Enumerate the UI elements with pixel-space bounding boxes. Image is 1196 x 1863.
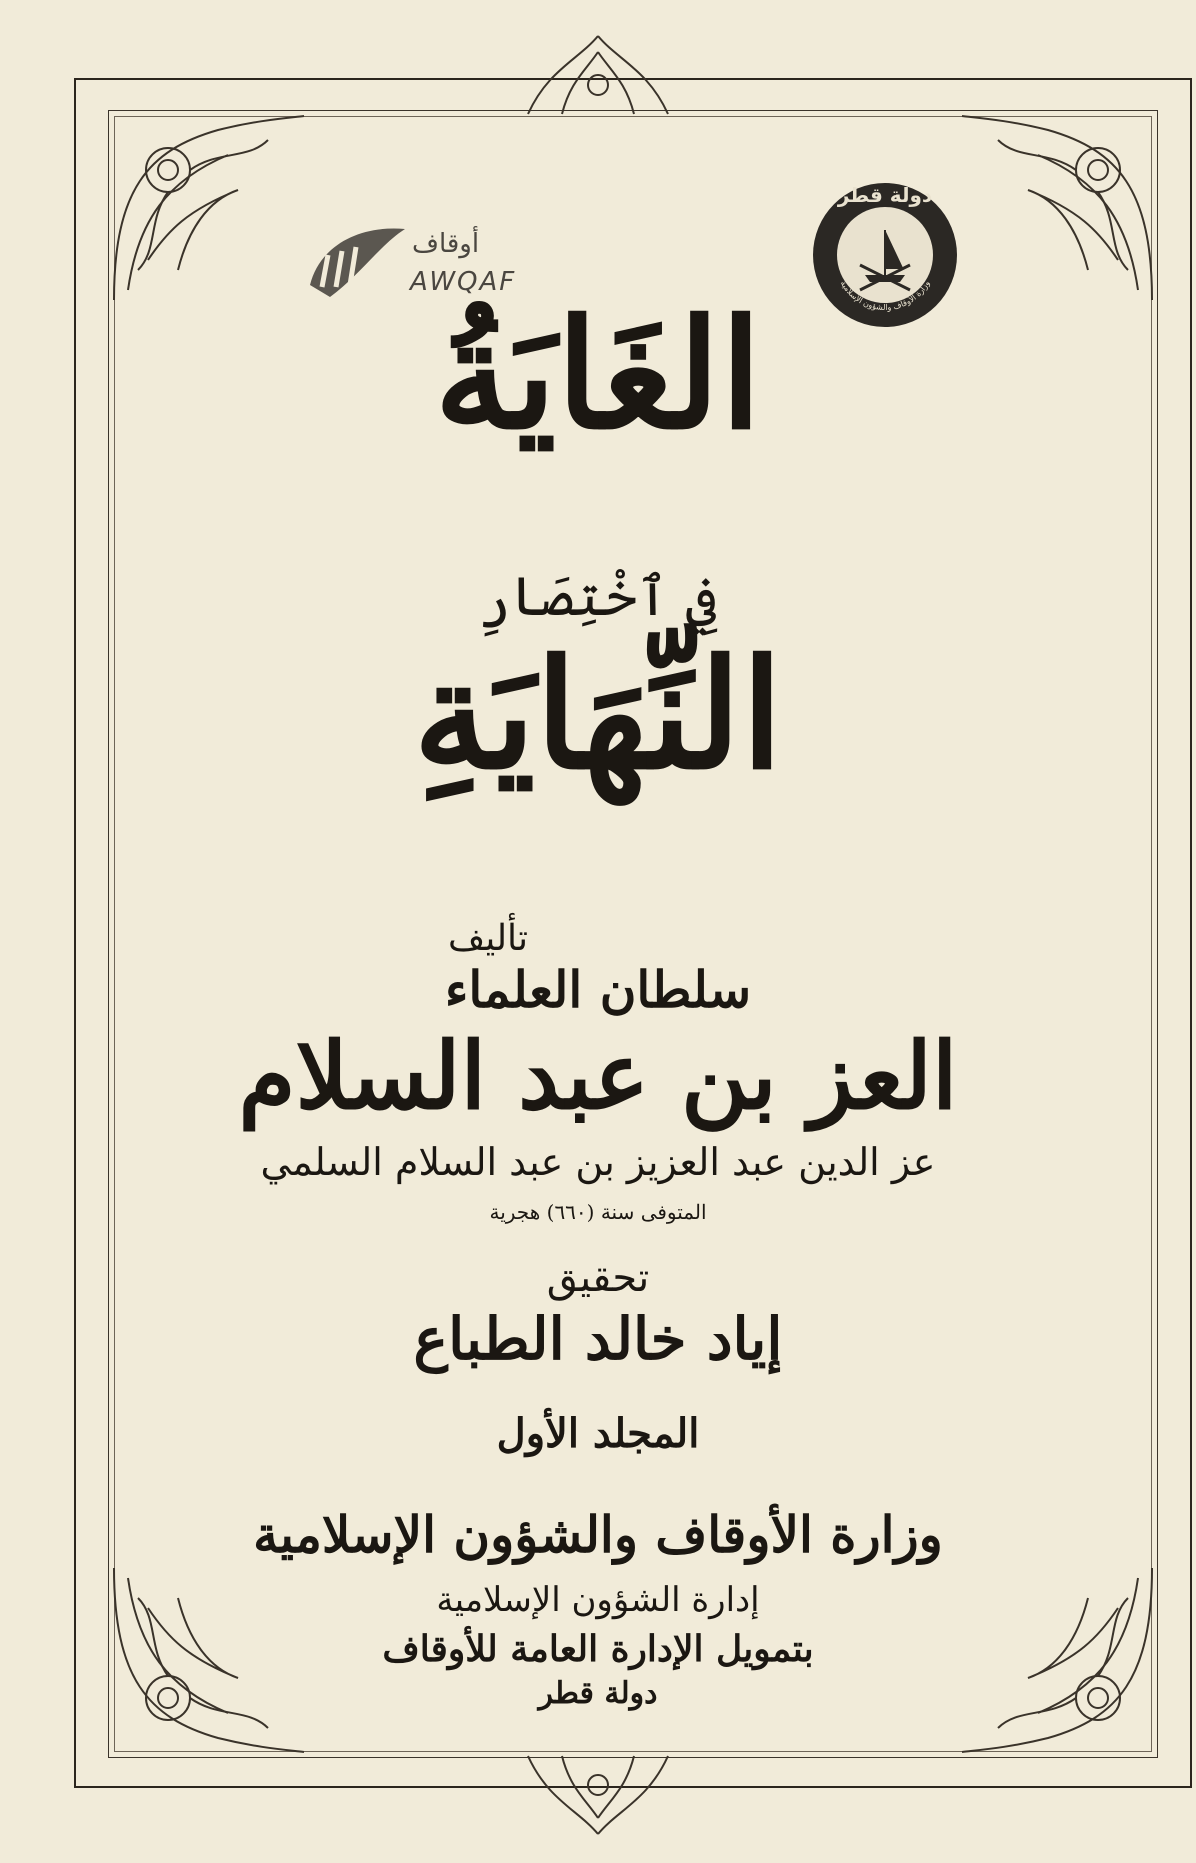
author-name: العز بن عبد السلام — [238, 1022, 958, 1130]
publisher-ministry: وزارة الأوقاف والشؤون الإسلامية — [253, 1505, 943, 1564]
editing-label: تحقيق — [546, 1255, 650, 1301]
authored-by-label: تأليف — [447, 918, 529, 959]
publisher-funding: بتمويل الإدارة العامة للأوقاف — [382, 1628, 814, 1670]
editor-name: إياد خالد الطباع — [413, 1305, 783, 1373]
author-full-name: عز الدين عبد العزيز بن عبد السلام السلمي — [260, 1140, 936, 1184]
ornament-top-left — [108, 110, 308, 310]
book-subtitle-connector: فِي ٱخْتِصَارِ — [478, 565, 718, 628]
publisher-country: دولة قطر — [538, 1676, 658, 1711]
author-epithet: سلطان العلماء — [444, 960, 752, 1019]
publisher-department: إدارة الشؤون الإسلامية — [436, 1580, 760, 1620]
seal-ring-text: وزارة الأوقاف والشؤون الإسلامية — [838, 279, 932, 313]
seal-top-text: دولة قطر — [837, 183, 933, 207]
book-title: الغَايَةُ — [434, 287, 762, 463]
volume-label: المجلد الأول — [496, 1410, 700, 1457]
author-death-note: المتوفى سنة (٦٦٠) هجرية — [489, 1200, 707, 1224]
book-title-second-part: النِّهَايَةِ — [413, 627, 783, 803]
ornament-top-right — [958, 110, 1158, 310]
ornament-bottom-center — [518, 1750, 678, 1840]
awqaf-leaf-icon — [300, 215, 410, 305]
awqaf-arabic-text: أوقاف — [412, 229, 480, 259]
ornament-top-center — [518, 30, 678, 120]
awqaf-english-text: AWQAF — [410, 267, 517, 297]
